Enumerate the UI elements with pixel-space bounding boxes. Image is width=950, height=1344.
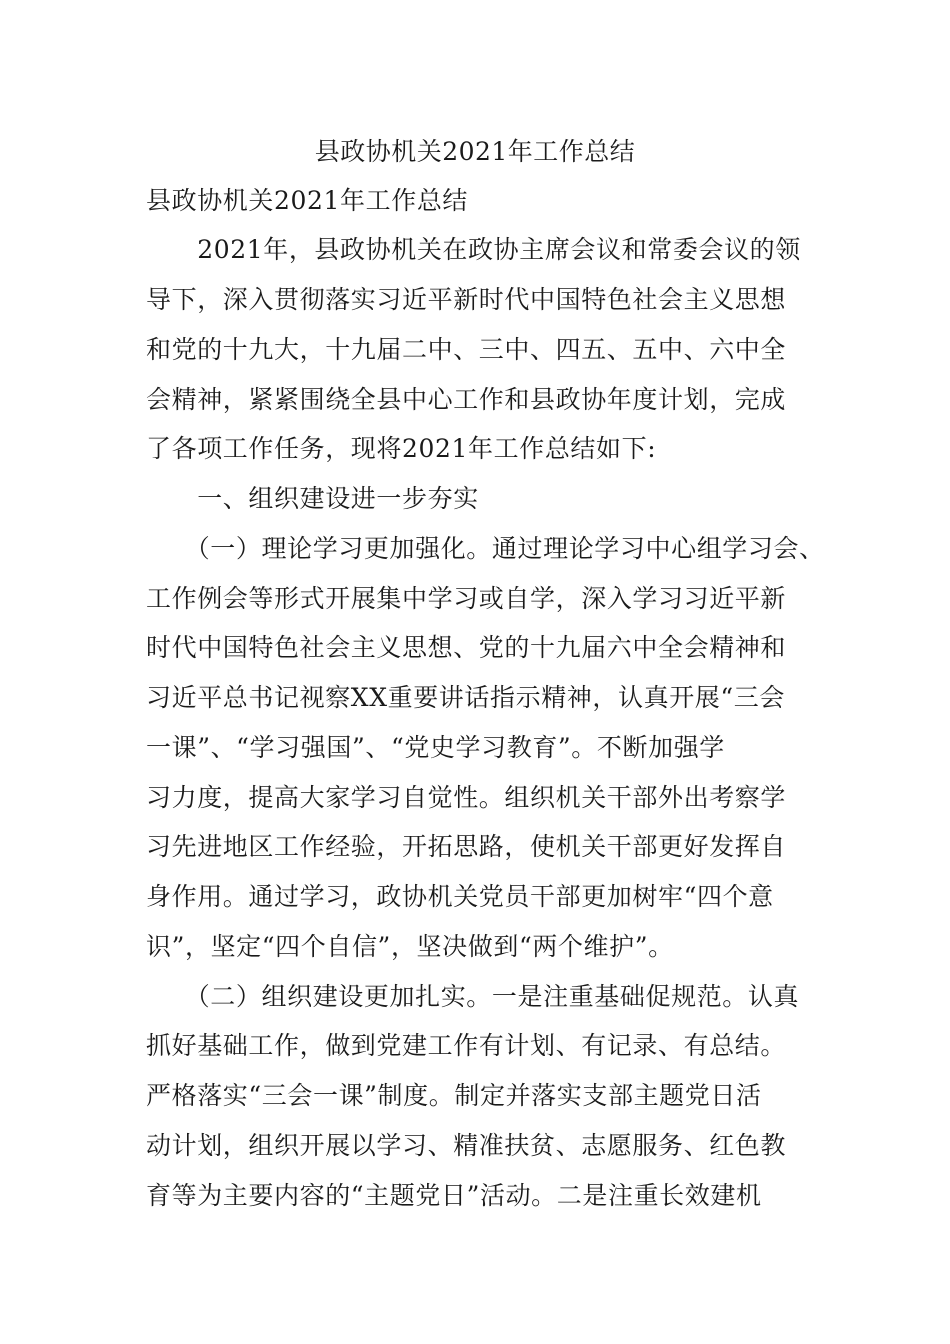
body-line: 严格落实“三会一课”制度。制定并落实支部主题党日活 bbox=[146, 1081, 762, 1110]
body-line: 和党的十九大，十九届二中、三中、四五、五中、六中全 bbox=[146, 335, 787, 364]
body-line: 一课”、“学习强国”、“党史学习教育”。不断加强学 bbox=[146, 733, 725, 762]
body-line: 习力度，提高大家学习自觉性。组织机关干部外出考察学 bbox=[146, 783, 787, 812]
body-line: 身作用。通过学习，政协机关党员干部更加树牢“四个意 bbox=[146, 882, 774, 911]
body-line: 工作例会等形式开展集中学习或自学，深入学习习近平新 bbox=[146, 584, 787, 613]
body-line: （二）组织建设更加扎实。一是注重基础促规范。认真 bbox=[146, 982, 800, 1011]
document-title: 县政协机关2021年工作总结 bbox=[314, 137, 636, 166]
body-line: 习先进地区工作经验，开拓思路，使机关干部更好发挥自 bbox=[146, 832, 787, 861]
body-line: 县政协机关2021年工作总结 bbox=[146, 186, 469, 215]
body-line: （一）理论学习更加强化。通过理论学习中心组学习会、 bbox=[146, 534, 825, 563]
section-heading: 一、组织建设进一步夯实 bbox=[146, 484, 479, 513]
body-line: 了各项工作任务，现将2021年工作总结如下: bbox=[146, 434, 657, 463]
body-line: 会精神，紧紧围绕全县中心工作和县政协年度计划，完成 bbox=[146, 385, 787, 414]
body-line: 习近平总书记视察XX重要讲话指示精神，认真开展“三会 bbox=[146, 683, 785, 712]
body-line: 育等为主要内容的“主题党日”活动。二是注重长效建机 bbox=[146, 1181, 762, 1210]
body-line: 2021年，县政协机关在政协主席会议和常委会议的领 bbox=[146, 235, 801, 264]
body-line: 抓好基础工作，做到党建工作有计划、有记录、有总结。 bbox=[146, 1031, 787, 1060]
body-line: 动计划，组织开展以学习、精准扶贫、志愿服务、红色教 bbox=[146, 1131, 787, 1160]
body-line: 识”，坚定“四个自信”，坚决做到“两个维护”。 bbox=[146, 932, 674, 961]
body-line: 时代中国特色社会主义思想、党的十九届六中全会精神和 bbox=[146, 633, 787, 662]
body-line: 导下，深入贯彻落实习近平新时代中国特色社会主义思想 bbox=[146, 285, 787, 314]
